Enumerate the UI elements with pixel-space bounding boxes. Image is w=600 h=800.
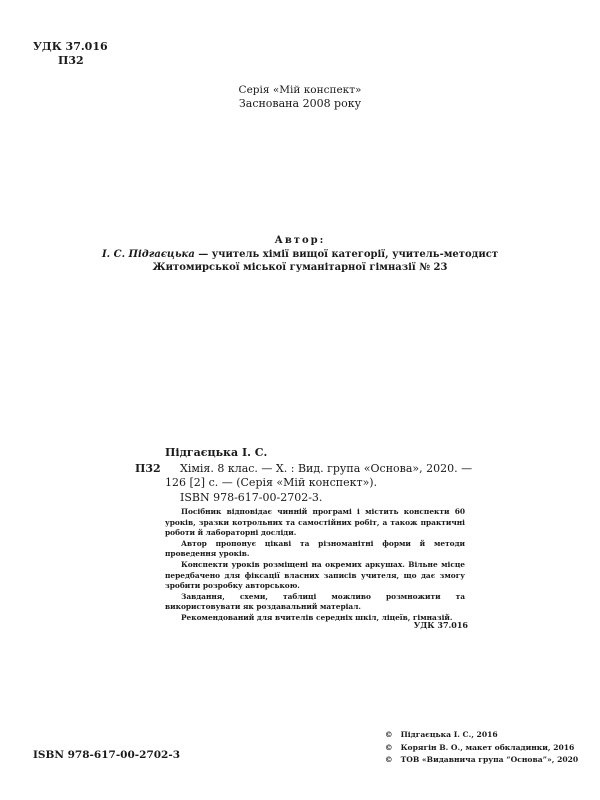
annotation-paragraph: Посібник відповідає чинній програмі і містить конспекти 60 уроків, зразки котрольних та самостійних робіт, а також практичні роботи й лабораторні досліди. <box>165 507 465 538</box>
annotation-paragraph: Конспекти уроків розміщені на окремих аркушах. Вільне місце передбачено для фіксації власних записів учителя, що дає змогу зробити розробку авторською. <box>165 559 465 591</box>
udk-header <box>33 40 108 68</box>
series-founded: Заснована 2008 року <box>238 97 362 110</box>
isbn-footer: ISBN 978-617-00-2702-3 <box>33 749 181 761</box>
author-line-1 <box>0 248 600 262</box>
author-description: — учитель хімії вищої категорії, учитель-методист <box>194 248 499 260</box>
bib-title-line: Хімія. 8 клас. — Х. : Вид. група «Основа», 2020. — <box>180 462 473 475</box>
bib-catalog-code: П32 <box>135 462 161 475</box>
bib-pages-line: 126 [2] с. — (Серія «Мій конспект»). <box>165 476 378 489</box>
copyright-icon: © <box>385 755 393 764</box>
author-block <box>0 234 600 275</box>
copyright-icon: © <box>385 742 393 752</box>
annotation-paragraph: Завдання, схеми, таблиці можливо розмножити та використовувати як роздавальний матеріал. <box>165 591 465 612</box>
author-name: І. С. Підгаєцька <box>101 248 195 260</box>
copyright-row <box>385 742 578 755</box>
annotation-paragraph: Рекомендований для вчителів середніх шкіл, ліцеїв, гімназій. <box>181 612 453 622</box>
copyright-text: ТОВ «Видавнича група “Основа”», 2020 <box>400 755 579 764</box>
bib-isbn: ISBN 978-617-00-2702-3. <box>180 491 323 504</box>
annotation-paragraph: Автор пропонує цікаві та різноманітні форми й методи проведення уроків. <box>165 538 465 559</box>
copyright-text: Підгаєцька І. С., 2016 <box>400 730 498 739</box>
bib-author-name: Підгаєцька І. С. <box>165 446 268 459</box>
copyright-row <box>385 754 578 767</box>
udk-code: УДК 37.016 <box>33 40 108 53</box>
author-line-2: Житомирської міської гуманітарної гімназії № 23 <box>152 262 448 273</box>
annotation <box>165 507 465 624</box>
copyright-icon: © <box>385 730 393 739</box>
series-info <box>0 83 600 111</box>
catalog-code: П32 <box>58 54 84 67</box>
author-heading: Автор: <box>274 235 326 246</box>
copyright-text: Корягін В. О., макет обкладинки, 2016 <box>400 742 575 752</box>
series-name: Серія «Мій конспект» <box>238 84 362 96</box>
copyright-row <box>385 729 578 742</box>
annotation-udk: УДК 37.016 <box>413 620 468 630</box>
copyright-block <box>385 729 578 767</box>
